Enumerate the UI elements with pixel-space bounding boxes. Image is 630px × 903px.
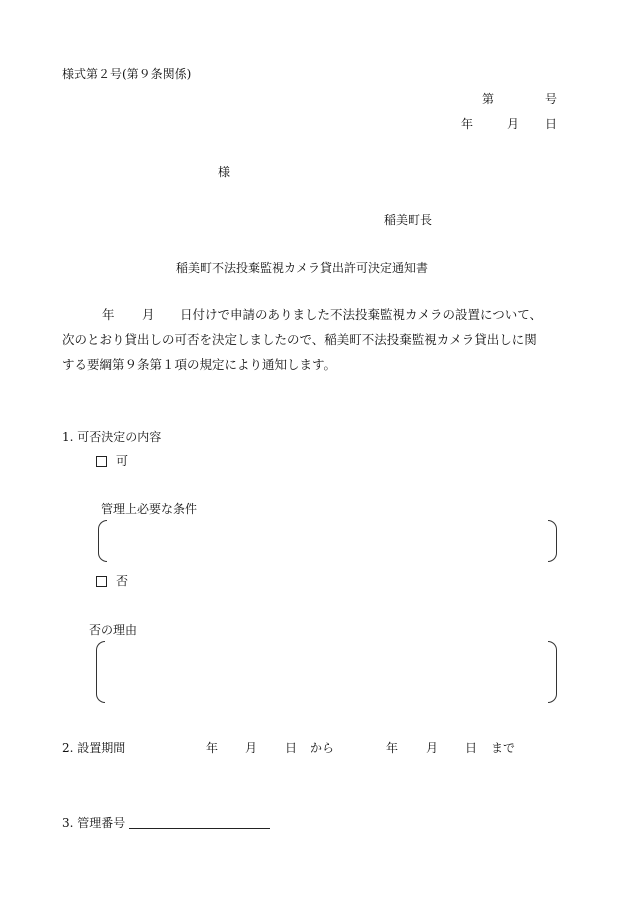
conditions-field[interactable] [110, 520, 544, 560]
reason-field[interactable] [110, 641, 544, 701]
section2-heading: 2. 設置期間 [62, 741, 126, 755]
body-line-3: する要綱第９条第１項の規定により通知します。 [62, 357, 337, 372]
period-until: まで [491, 741, 516, 755]
conditions-bracket-right [548, 520, 557, 562]
approve-checkbox[interactable] [96, 456, 107, 467]
body-paragraph [62, 302, 562, 377]
period-from: から [310, 741, 335, 755]
approve-label: 可 [116, 454, 129, 468]
date-day: 日 [545, 117, 558, 131]
body-line-2: 次のとおり貸出しの可否を決定しましたので、稲美町不法投棄監視カメラ貸出しに関 [62, 332, 537, 347]
date-month: 月 [507, 117, 520, 131]
start-day: 日 [285, 741, 298, 755]
management-number-field[interactable] [129, 812, 270, 829]
conditions-bracket-left [98, 520, 107, 562]
start-month: 月 [245, 741, 258, 755]
document-title: 稲美町不法投棄監視カメラ貸出許可決定通知書 [176, 261, 429, 275]
conditions-label: 管理上必要な条件 [101, 502, 198, 516]
body-month: 月 [142, 307, 155, 322]
recipient-suffix: 様 [218, 165, 231, 179]
start-year: 年 [206, 741, 219, 755]
reason-label: 否の理由 [89, 623, 138, 637]
section1-heading: 1. 可否決定の内容 [62, 430, 162, 444]
body-line1-rest: 日付けで申請のありました不法投棄監視カメラの設置について、 [180, 307, 543, 322]
date-year: 年 [461, 117, 474, 131]
doc-number-dai: 第 [482, 92, 495, 106]
end-month: 月 [426, 741, 439, 755]
body-year: 年 [102, 307, 115, 322]
deny-checkbox[interactable] [96, 576, 107, 587]
body-line-1 [62, 302, 562, 327]
section3-heading: 3. 管理番号 [62, 816, 126, 830]
deny-label: 否 [116, 574, 129, 588]
reason-bracket-right [548, 641, 557, 703]
doc-number-go: 号 [545, 92, 558, 106]
end-day: 日 [465, 741, 478, 755]
form-number: 様式第２号(第９条関係) [62, 67, 192, 81]
reason-bracket-left [96, 641, 105, 703]
end-year: 年 [386, 741, 399, 755]
issuer: 稲美町長 [384, 213, 433, 227]
